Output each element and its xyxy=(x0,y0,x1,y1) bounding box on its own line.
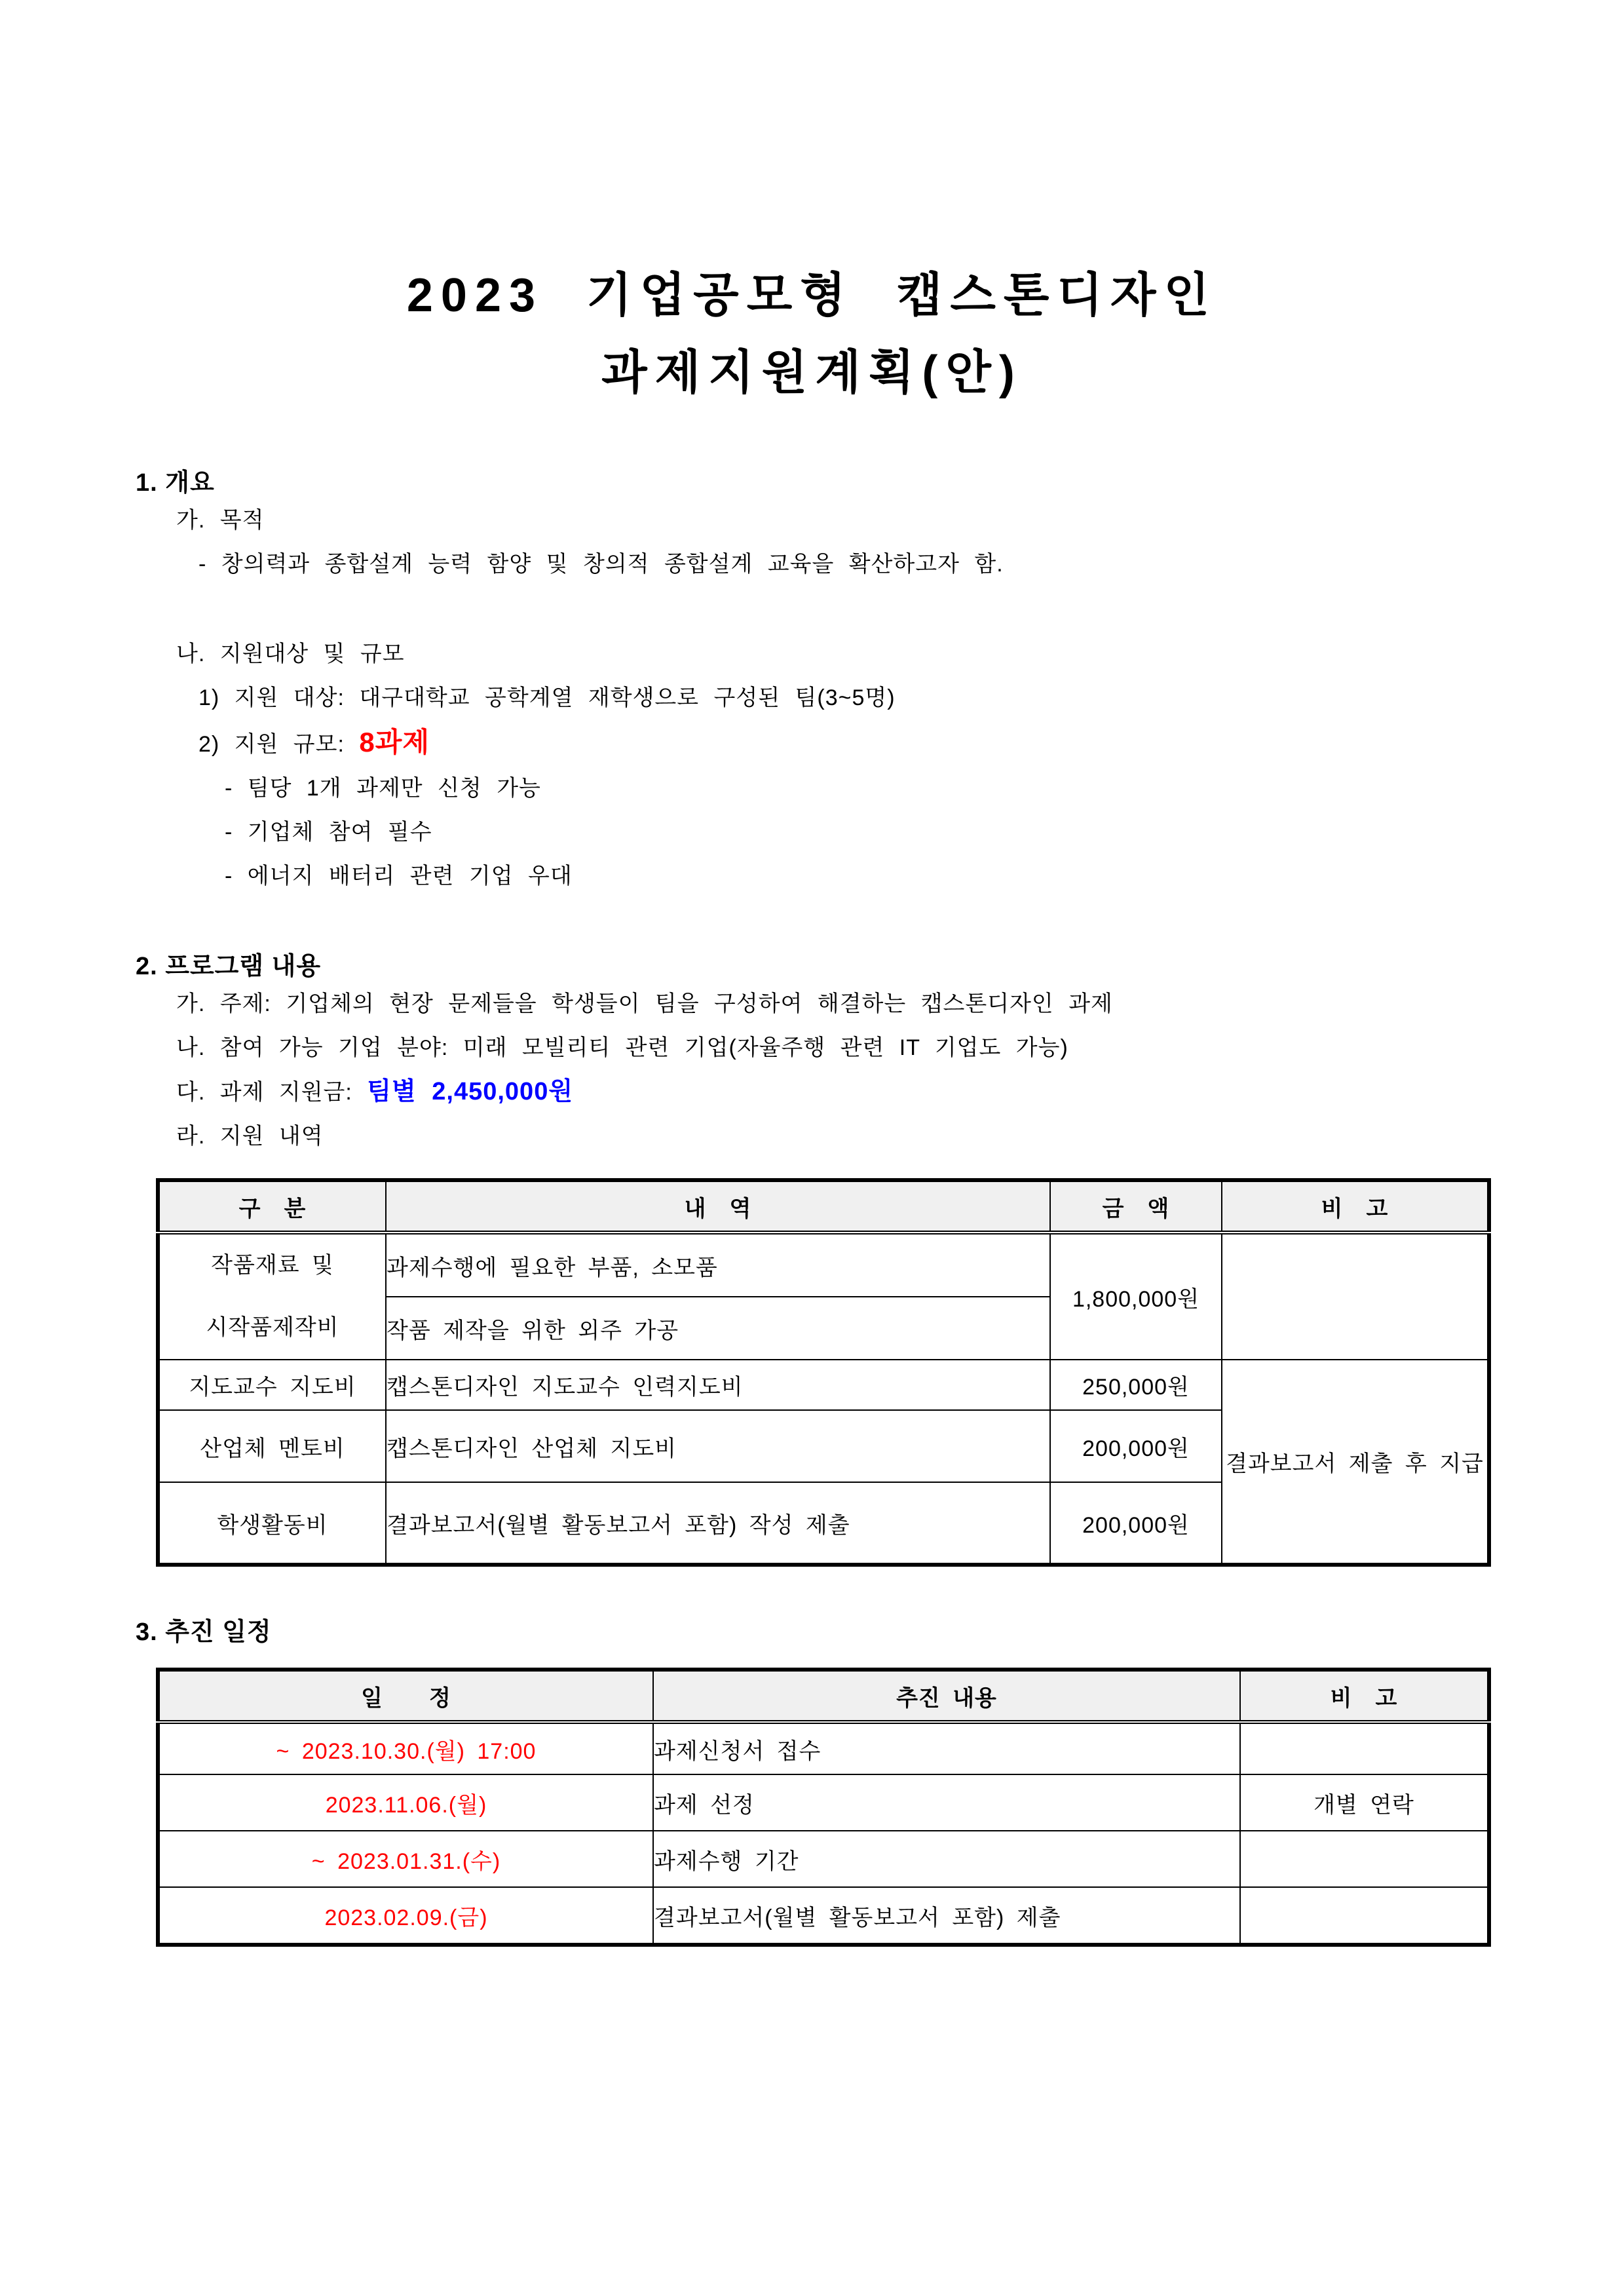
section-schedule xyxy=(136,1617,1488,1947)
schedule-report-date: 2023.02.09.(금) xyxy=(158,1887,653,1945)
schedule-table xyxy=(156,1668,1491,1947)
program-grant-value: 팀별 2,450,000원 xyxy=(367,1078,574,1105)
schedule-row-report xyxy=(158,1887,1489,1945)
program-detail-label: 라. 지원 내역 xyxy=(176,1124,324,1149)
support-materials-label: 작품재료 및 시작품제작비 xyxy=(158,1233,386,1360)
section-program xyxy=(136,951,1488,1567)
support-materials-item-2: 작품 제작을 위한 외주 가공 xyxy=(386,1297,1050,1360)
support-col-detail: 내 역 xyxy=(386,1180,1050,1233)
support-professor-item: 캡스톤디자인 지도교수 인력지도비 xyxy=(386,1360,1050,1410)
schedule-perform-date: ~ 2023.01.31.(수) xyxy=(158,1831,653,1887)
schedule-table-header-row xyxy=(158,1670,1489,1722)
support-mentor-amount: 200,000원 xyxy=(1050,1410,1222,1482)
support-row-materials-1 xyxy=(158,1233,1489,1297)
schedule-row-select xyxy=(158,1774,1489,1831)
support-mentor-label: 산업체 멘토비 xyxy=(158,1410,386,1482)
overview-scale-prefix: 2) 지원 규모: xyxy=(198,732,360,757)
schedule-apply-content: 과제신청서 접수 xyxy=(653,1722,1240,1774)
schedule-col-date: 일 정 xyxy=(158,1670,653,1722)
support-col-category: 구 분 xyxy=(158,1180,386,1233)
title-line-1: 2023 기업공모형 캡스톤디자인 xyxy=(406,269,1218,322)
support-student-item: 결과보고서(월별 활동보고서 포함) 작성 제출 xyxy=(386,1482,1050,1565)
schedule-report-content: 결과보고서(월별 활동보고서 포함) 제출 xyxy=(653,1887,1240,1945)
schedule-select-note: 개별 연락 xyxy=(1240,1774,1489,1831)
program-grant-line xyxy=(136,1070,1488,1115)
support-materials-item-1: 과제수행에 필요한 부품, 소모품 xyxy=(386,1233,1050,1297)
program-field: 나. 참여 가능 기업 분야: 미래 모빌리티 관련 기업(자율주행 관련 IT 기업도 가능) xyxy=(176,1035,1068,1060)
support-col-note: 비 고 xyxy=(1222,1180,1489,1233)
overview-heading: 1. 개요 xyxy=(136,469,215,497)
overview-target-item: 1) 지원 대상: 대구대학교 공학계열 재학생으로 구성된 팀(3~5명) xyxy=(198,685,896,710)
document-title xyxy=(136,0,1488,411)
schedule-row-perform xyxy=(158,1831,1489,1887)
support-student-label: 학생활동비 xyxy=(158,1482,386,1565)
overview-target-label: 나. 지원대상 및 규모 xyxy=(176,641,405,666)
support-professor-amount: 250,000원 xyxy=(1050,1360,1222,1410)
schedule-apply-date: ~ 2023.10.30.(월) 17:00 xyxy=(158,1722,653,1774)
overview-scale-line xyxy=(136,720,1488,767)
overview-purpose-detail: - 창의력과 종합설계 능력 함양 및 창의적 종합설계 교육을 확산하고자 함. xyxy=(198,552,1004,577)
program-topic: 가. 주제: 기업체의 현장 문제들을 학생들이 팀을 구성하여 해결하는 캡스톤디자인 과제 xyxy=(176,991,1113,1016)
overview-scale-note-3: - 에너지 배터리 관련 기업 우대 xyxy=(225,864,573,889)
overview-scale-value: 8과제 xyxy=(359,727,430,757)
program-heading: 2. 프로그램 내용 xyxy=(136,953,322,980)
schedule-col-note: 비 고 xyxy=(1240,1670,1489,1722)
title-line-2: 과제지원계획(안) xyxy=(601,347,1023,399)
schedule-select-date: 2023.11.06.(월) xyxy=(158,1774,653,1831)
support-payment-note: 결과보고서 제출 후 지급 xyxy=(1222,1360,1489,1565)
section-overview xyxy=(136,467,1488,898)
support-table-header-row xyxy=(158,1180,1489,1233)
support-row-professor xyxy=(158,1360,1489,1410)
schedule-row-apply xyxy=(158,1722,1489,1774)
schedule-perform-note xyxy=(1240,1831,1489,1887)
support-col-amount: 금 액 xyxy=(1050,1180,1222,1233)
support-table xyxy=(156,1178,1491,1567)
schedule-col-content: 추진 내용 xyxy=(653,1670,1240,1722)
support-materials-note-empty xyxy=(1222,1233,1489,1360)
support-materials-amount: 1,800,000원 xyxy=(1050,1233,1222,1360)
schedule-apply-note xyxy=(1240,1722,1489,1774)
program-grant-prefix: 다. 과제 지원금: xyxy=(176,1080,368,1105)
overview-scale-note-2: - 기업체 참여 필수 xyxy=(225,820,432,845)
schedule-select-content: 과제 선정 xyxy=(653,1774,1240,1831)
support-student-amount: 200,000원 xyxy=(1050,1482,1222,1565)
schedule-perform-content: 과제수행 기간 xyxy=(653,1831,1240,1887)
overview-scale-note-1: - 팀당 1개 과제만 신청 가능 xyxy=(225,776,541,801)
schedule-report-note xyxy=(1240,1887,1489,1945)
overview-purpose-label: 가. 목적 xyxy=(176,508,265,533)
schedule-heading: 3. 추진 일정 xyxy=(136,1618,272,1646)
support-professor-label: 지도교수 지도비 xyxy=(158,1360,386,1410)
support-mentor-item: 캡스톤디자인 산업체 지도비 xyxy=(386,1410,1050,1482)
